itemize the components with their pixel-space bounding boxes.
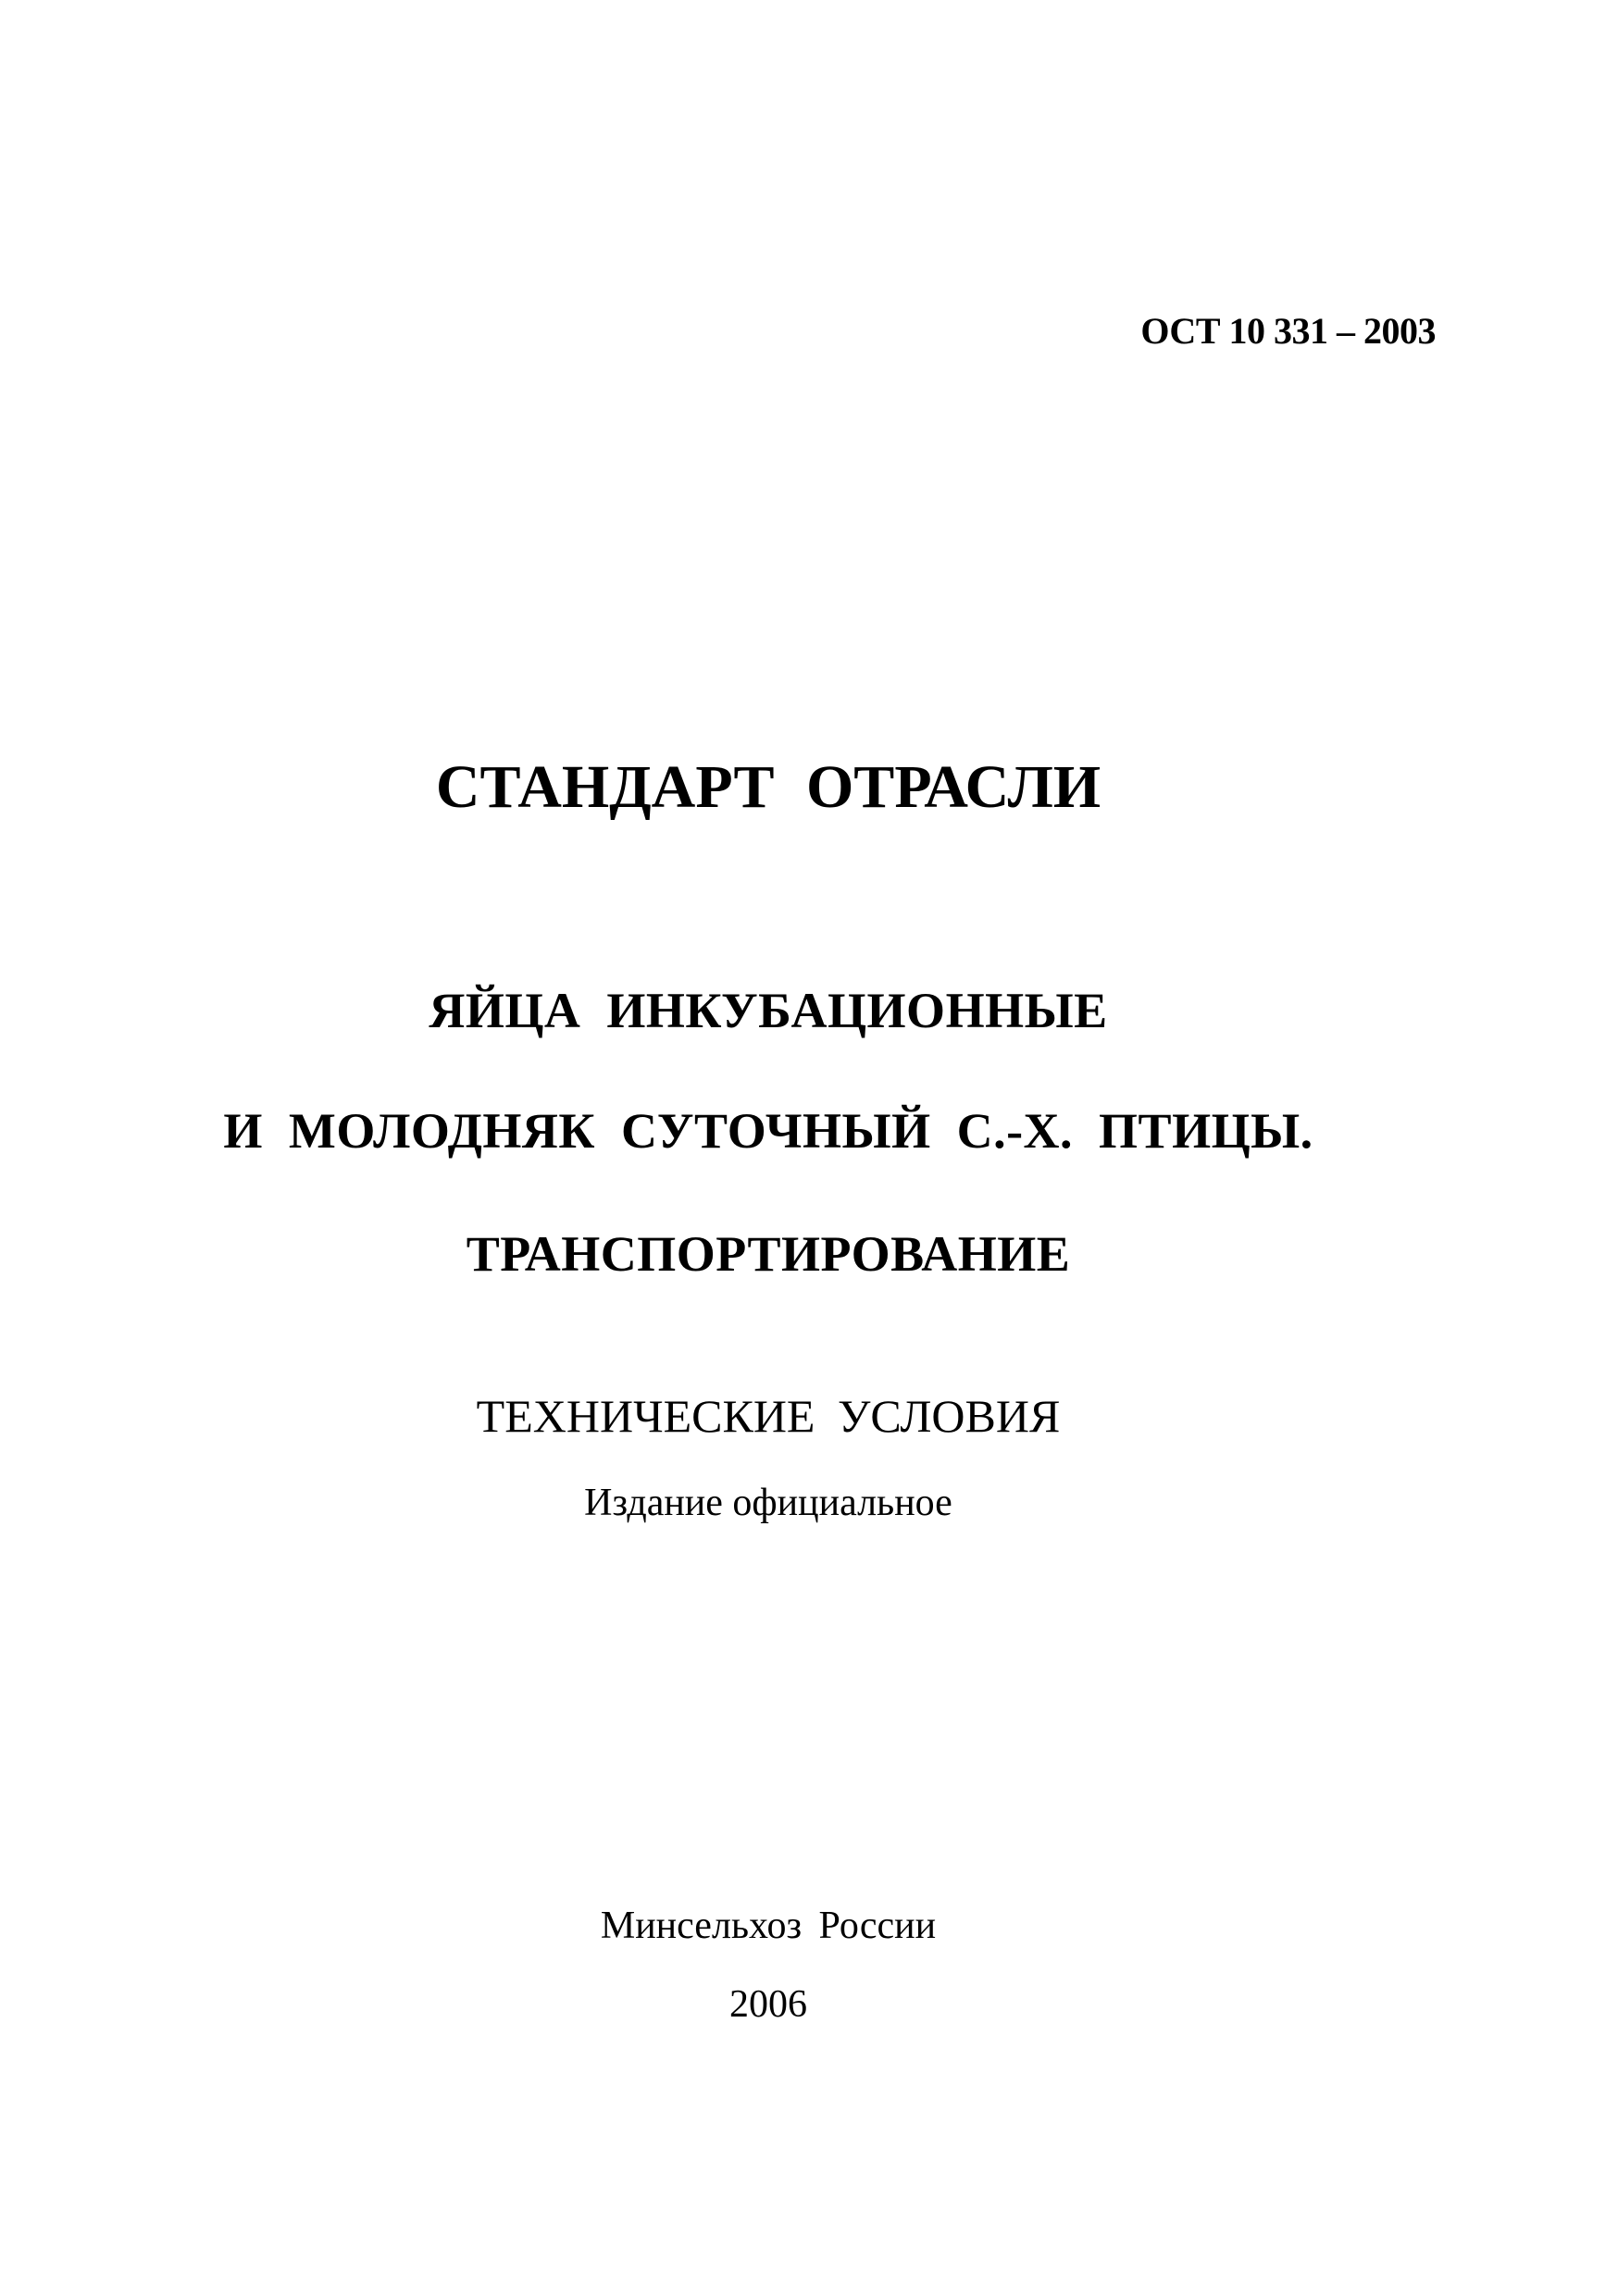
document-subtitle: ТЕХНИЧЕСКИЕ УСЛОВИЯ (476, 1390, 1061, 1442)
publication-year: 2006 (729, 1983, 807, 2026)
document-type-heading: СТАНДАРТ ОТРАСЛИ (435, 753, 1101, 821)
document-title-line-2: И МОЛОДНЯК СУТОЧНЫЙ С.-Х. ПТИЦЫ. (223, 1103, 1313, 1159)
publisher-name: Минсельхоз России (600, 1905, 937, 1947)
document-title-line-3: ТРАНСПОРТИРОВАНИЕ (466, 1226, 1071, 1282)
document-title-line-1: ЯЙЦА ИНКУБАЦИОННЫЕ (429, 983, 1108, 1038)
edition-note: Издание официальное (584, 1482, 952, 1524)
standard-designation: ОСТ 10 331 – 2003 (1140, 310, 1436, 352)
